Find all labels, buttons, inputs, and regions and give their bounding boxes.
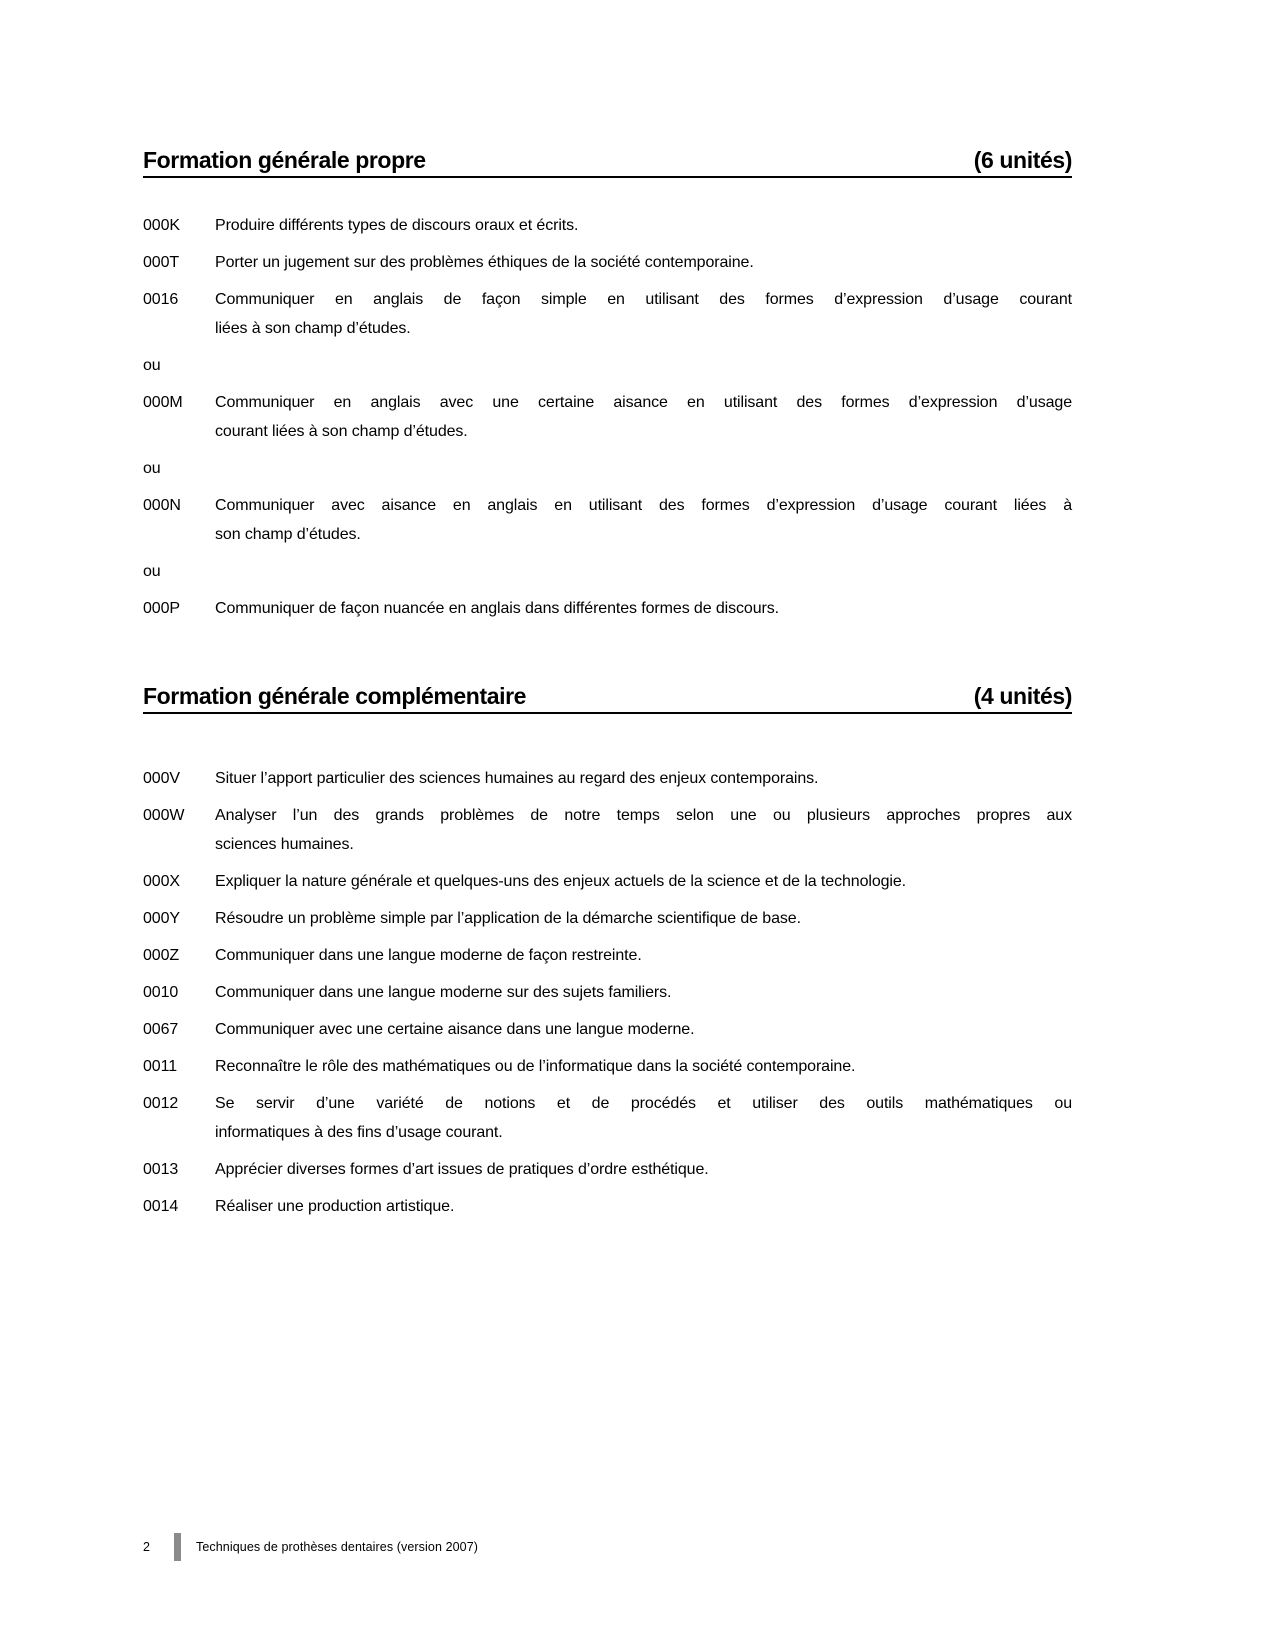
competency-code: 000M bbox=[143, 394, 183, 411]
competency-item bbox=[143, 941, 1072, 970]
footer-divider-bar bbox=[174, 1533, 181, 1561]
description-line: Communiquer dans une langue moderne sur des sujets familiers. bbox=[215, 984, 672, 1001]
description-line: liées à son champ d’études. bbox=[215, 320, 411, 337]
connector-label: ou bbox=[143, 460, 161, 477]
competency-code: 000W bbox=[143, 807, 185, 824]
description-line: Communiquer avec une certaine aisance dans une langue moderne. bbox=[215, 1021, 695, 1038]
connector-ou bbox=[143, 557, 1072, 586]
competency-item bbox=[143, 211, 1072, 240]
competency-code: 000X bbox=[143, 873, 180, 890]
competency-description bbox=[215, 211, 1072, 240]
competency-code: 000P bbox=[143, 600, 180, 617]
description-line: Situer l’apport particulier des sciences humaines au regard des enjeux contemporains. bbox=[215, 770, 819, 787]
page-footer bbox=[143, 1533, 478, 1561]
competency-description bbox=[215, 1089, 1072, 1147]
description-line: Communiquer en anglais avec une certaine aisance en utilisant des formes d’expression d’usage bbox=[215, 394, 1072, 411]
description-line: Apprécier diverses formes d’art issues de pratiques d’ordre esthétique. bbox=[215, 1161, 709, 1178]
description-line: courant liées à son champ d’études. bbox=[215, 423, 468, 440]
competency-item bbox=[143, 764, 1072, 793]
description-line: informatiques à des fins d’usage courant. bbox=[215, 1124, 503, 1141]
description-line: son champ d’études. bbox=[215, 526, 361, 543]
competency-item bbox=[143, 801, 1072, 859]
competency-code: 000Y bbox=[143, 910, 180, 927]
section-title: Formation générale complémentaire bbox=[143, 683, 527, 709]
competency-code: 0012 bbox=[143, 1095, 179, 1112]
page-number: 2 bbox=[143, 1540, 151, 1554]
connector-ou bbox=[143, 351, 1072, 380]
description-line: Reconnaître le rôle des mathématiques ou de l’informatique dans la société contemporaine. bbox=[215, 1058, 856, 1075]
competency-code: 0016 bbox=[143, 291, 179, 308]
competency-code: 0010 bbox=[143, 984, 179, 1001]
section-units: (4 unités) bbox=[973, 683, 1072, 709]
competency-description bbox=[215, 388, 1072, 446]
description-line: Communiquer avec aisance en anglais en utilisant des formes d’expression d’usage courant liées à bbox=[215, 497, 1072, 514]
competency-item bbox=[143, 867, 1072, 896]
competency-description bbox=[215, 978, 1072, 1007]
competency-code: 000N bbox=[143, 497, 181, 514]
competency-item bbox=[143, 285, 1072, 343]
competency-description bbox=[215, 1052, 1072, 1081]
competency-description bbox=[215, 248, 1072, 277]
competency-description bbox=[215, 764, 1072, 793]
competency-description bbox=[215, 1192, 1072, 1221]
competency-item bbox=[143, 904, 1072, 933]
competency-description bbox=[215, 867, 1072, 896]
section-title: Formation générale propre bbox=[143, 147, 426, 173]
description-line: Communiquer de façon nuancée en anglais dans différentes formes de discours. bbox=[215, 600, 780, 617]
competency-description bbox=[215, 491, 1072, 549]
competency-code: 0013 bbox=[143, 1161, 179, 1178]
section-items bbox=[143, 764, 1072, 1221]
description-line: Analyser l’un des grands problèmes de notre temps selon une ou plusieurs approches propres aux bbox=[215, 807, 1072, 824]
competency-item bbox=[143, 594, 1072, 623]
description-line: Expliquer la nature générale et quelques-uns des enjeux actuels de la science et de la technologie. bbox=[215, 873, 907, 890]
competency-code: 0011 bbox=[143, 1058, 178, 1075]
section-formation-generale-propre bbox=[143, 147, 1072, 623]
competency-code: 000V bbox=[143, 770, 180, 787]
connector-label: ou bbox=[143, 563, 161, 580]
description-line: Communiquer en anglais de façon simple en utilisant des formes d’expression d’usage courant bbox=[215, 291, 1072, 308]
connector-label: ou bbox=[143, 357, 161, 374]
competency-description bbox=[215, 594, 1072, 623]
description-line: Communiquer dans une langue moderne de façon restreinte. bbox=[215, 947, 642, 964]
competency-code: 0067 bbox=[143, 1021, 179, 1038]
description-line: Résoudre un problème simple par l’application de la démarche scientifique de base. bbox=[215, 910, 801, 927]
description-line: sciences humaines. bbox=[215, 836, 354, 853]
competency-item bbox=[143, 1015, 1072, 1044]
competency-code: 000K bbox=[143, 217, 180, 234]
section-items bbox=[143, 211, 1072, 623]
competency-code: 000Z bbox=[143, 947, 180, 964]
section-header bbox=[143, 683, 1072, 714]
description-line: Produire différents types de discours oraux et écrits. bbox=[215, 217, 579, 234]
competency-item bbox=[143, 1192, 1072, 1221]
description-line: Porter un jugement sur des problèmes éthiques de la société contemporaine. bbox=[215, 254, 754, 271]
competency-item bbox=[143, 388, 1072, 446]
competency-item bbox=[143, 491, 1072, 549]
competency-code: 000T bbox=[143, 254, 180, 271]
competency-description bbox=[215, 904, 1072, 933]
competency-item bbox=[143, 1089, 1072, 1147]
footer-document-title: Techniques de prothèses dentaires (version 2007) bbox=[196, 1540, 479, 1554]
competency-item bbox=[143, 978, 1072, 1007]
section-formation-generale-complementaire bbox=[143, 683, 1072, 1221]
competency-description bbox=[215, 1015, 1072, 1044]
competency-item bbox=[143, 1155, 1072, 1184]
competency-description bbox=[215, 285, 1072, 343]
section-units: (6 unités) bbox=[973, 147, 1072, 173]
competency-item bbox=[143, 1052, 1072, 1081]
competency-code: 0014 bbox=[143, 1198, 179, 1215]
competency-description bbox=[215, 941, 1072, 970]
description-line: Réaliser une production artistique. bbox=[215, 1198, 455, 1215]
competency-description bbox=[215, 801, 1072, 859]
section-header bbox=[143, 147, 1072, 178]
document-content bbox=[143, 0, 1072, 1229]
connector-ou bbox=[143, 454, 1072, 483]
description-line: Se servir d’une variété de notions et de procédés et utiliser des outils mathématiques ou bbox=[215, 1095, 1072, 1112]
competency-item bbox=[143, 248, 1072, 277]
competency-description bbox=[215, 1155, 1072, 1184]
